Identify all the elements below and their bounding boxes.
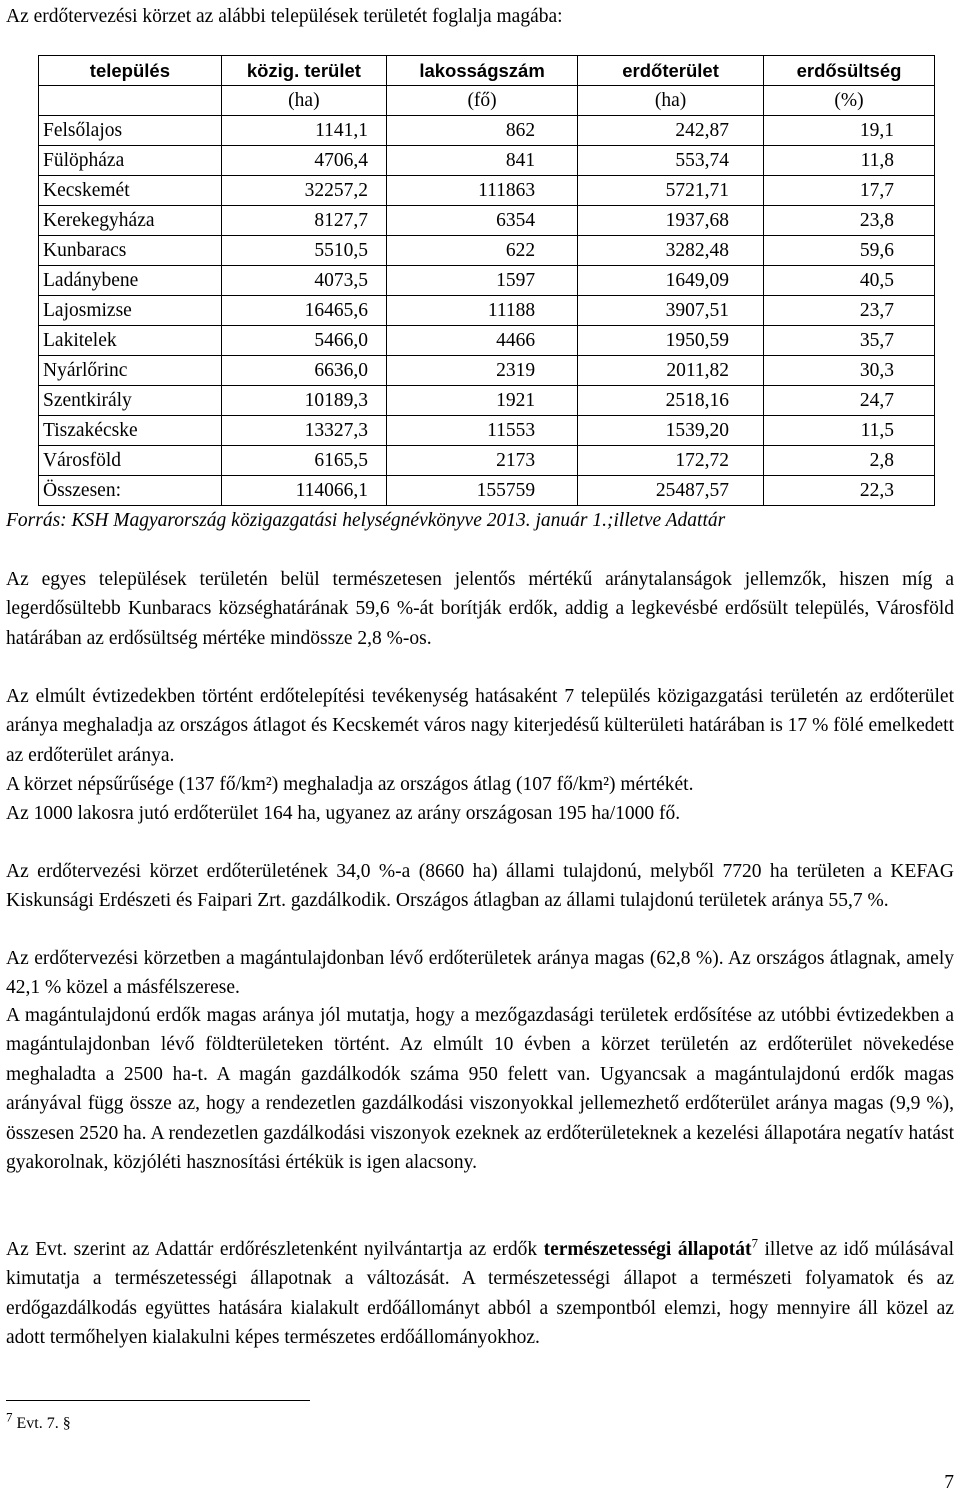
- paragraph: [6, 1235, 954, 1353]
- footnote-text: Evt. 7. §: [12, 1415, 71, 1432]
- value-cell: 2319: [387, 356, 578, 386]
- paragraph: [6, 1001, 954, 1177]
- value-cell: 2173: [387, 446, 578, 476]
- settlement-name-cell: Kunbaracs: [39, 236, 222, 266]
- value-cell: 1937,68: [578, 206, 764, 236]
- settlement-name-cell: Fülöpháza: [39, 146, 222, 176]
- header-cell: település: [39, 56, 222, 86]
- footnote-mark: 7: [6, 1409, 13, 1425]
- value-cell: 17,7: [764, 176, 935, 206]
- paragraph: [6, 944, 954, 1003]
- table-row: [39, 296, 935, 326]
- value-cell: 1921: [387, 386, 578, 416]
- unit-cell: [39, 86, 222, 116]
- table-row: [39, 206, 935, 236]
- value-cell: 6354: [387, 206, 578, 236]
- paragraph: [6, 565, 954, 653]
- value-cell: 862: [387, 116, 578, 146]
- table-row: [39, 176, 935, 206]
- value-cell: 4466: [387, 326, 578, 356]
- value-cell: 1141,1: [221, 116, 386, 146]
- value-cell: 1539,20: [578, 416, 764, 446]
- settlement-name-cell: Nyárlőrinc: [39, 356, 222, 386]
- settlement-name-cell: Lakitelek: [39, 326, 222, 356]
- paragraph-text: [6, 1235, 954, 1353]
- paragraph: [6, 857, 954, 916]
- value-cell: 25487,57: [578, 476, 764, 506]
- footnote-reference[interactable]: 7: [751, 1235, 759, 1251]
- header-cell: lakosságszám: [387, 56, 578, 86]
- table-row: [39, 416, 935, 446]
- value-cell: 11553: [387, 416, 578, 446]
- paragraph-text: Az erdőtervezési körzetben a magántulajdonban lévő erdőterületek aránya magas (62,8 %). Az országos átlagnak, amely 42,1 % közel a másfélszerese.: [6, 948, 954, 999]
- value-cell: 19,1: [764, 116, 935, 146]
- value-cell: 1597: [387, 266, 578, 296]
- table-row: [39, 386, 935, 416]
- paragraph-text: A körzet népsűrűsége (137 fő/km²) meghaladja az országos átlag (107 fő/km²) mértékét.: [6, 774, 694, 795]
- value-cell: 16465,6: [221, 296, 386, 326]
- value-cell: 242,87: [578, 116, 764, 146]
- settlement-name-cell: Ladánybene: [39, 266, 222, 296]
- value-cell: 4706,4: [221, 146, 386, 176]
- paragraph-text-end: illetve az idő múlásával kimutatja a természetességi állapotnak a változását. A természetességi állapot a természeti folyamatok és az erdőgazdálkodás együttes hatására kialakult erdőállományt abból a szempontból elemzi, hogy mennyire áll közel az adott termőhelyen kialakulni képes természetes erdőállományokhoz.: [6, 1239, 955, 1349]
- settlement-name-cell: Kecskemét: [39, 176, 222, 206]
- value-cell: 841: [387, 146, 578, 176]
- settlement-name-cell: Összesen:: [39, 476, 222, 506]
- paragraph-text-start: Az Evt. szerint az Adattár erdőrészletenként nyilvántartja az erdők: [6, 1239, 544, 1260]
- value-cell: 2518,16: [578, 386, 764, 416]
- value-cell: 10189,3: [221, 386, 386, 416]
- table-unit-row: [39, 86, 935, 116]
- settlement-name-cell: Kerekegyháza: [39, 206, 222, 236]
- table-row: [39, 236, 935, 266]
- value-cell: 1649,09: [578, 266, 764, 296]
- value-cell: 622: [387, 236, 578, 266]
- value-cell: 3282,48: [578, 236, 764, 266]
- header-cell: erdősültség: [764, 56, 935, 86]
- footnote: [6, 1409, 71, 1433]
- value-cell: 24,7: [764, 386, 935, 416]
- value-cell: 5466,0: [221, 326, 386, 356]
- unit-cell: (fő): [387, 86, 578, 116]
- bold-term: természetességi állapotát: [543, 1239, 752, 1260]
- unit-cell: (ha): [578, 86, 764, 116]
- settlement-name-cell: Tiszakécske: [39, 416, 222, 446]
- value-cell: 1950,59: [578, 326, 764, 356]
- value-cell: 5510,5: [221, 236, 386, 266]
- source-citation: Forrás: KSH Magyarország közigazgatási helységnévkönyve 2013. január 1.;illetve Adattár: [6, 510, 726, 531]
- value-cell: 11,8: [764, 146, 935, 176]
- header-cell: közig. terület: [221, 56, 386, 86]
- table-row: [39, 266, 935, 296]
- header-cell: erdőterület: [578, 56, 764, 86]
- table-header-row: [39, 56, 935, 86]
- footnote-divider: [6, 1400, 310, 1401]
- value-cell: 30,3: [764, 356, 935, 386]
- value-cell: 11,5: [764, 416, 935, 446]
- unit-cell: (%): [764, 86, 935, 116]
- value-cell: 5721,71: [578, 176, 764, 206]
- paragraph: [6, 799, 954, 828]
- table-row: [39, 116, 935, 146]
- paragraph-text: A magántulajdonú erdők magas aránya jól mutatja, hogy a mezőgazdasági területek erdősítése az utóbbi évtizedekben a magántulajdonban lévő földterületeken történt. Az elmúlt 10 évben a körzet területén az erdőterület növekedése meghaladta a 2500 ha-t. A magán gazdálkodók száma 950 felett van. Ugyancsak a magántulajdonú erdők magas arányával függ össze az, hogy a rendezetlen gazdálkodási viszonyokkal jellemezhető erdőterület aránya magas (9,9 %), összesen 2520 ha. A rendezetlen gazdálkodási viszonyok ezeknek az erdőterületeknek a kezelési állapotára negatív hatást gyakorolnak, közjóléti hasznosítási értékük is igen alacsony.: [6, 1005, 954, 1174]
- settlement-name-cell: Lajosmizse: [39, 296, 222, 326]
- settlement-name-cell: Szentkirály: [39, 386, 222, 416]
- settlement-name-cell: Felsőlajos: [39, 116, 222, 146]
- value-cell: 35,7: [764, 326, 935, 356]
- value-cell: 8127,7: [221, 206, 386, 236]
- value-cell: 172,72: [578, 446, 764, 476]
- value-cell: 2011,82: [578, 356, 764, 386]
- value-cell: 114066,1: [221, 476, 386, 506]
- value-cell: 3907,51: [578, 296, 764, 326]
- value-cell: 11188: [387, 296, 578, 326]
- table-row: [39, 146, 935, 176]
- value-cell: 22,3: [764, 476, 935, 506]
- table-row: [39, 356, 935, 386]
- settlement-name-cell: Városföld: [39, 446, 222, 476]
- value-cell: 13327,3: [221, 416, 386, 446]
- paragraph-text: Az elmúlt évtizedekben történt erdőtelepítési tevékenység hatásaként 7 település közigazgatási területén az erdőterület aránya meghaladja az országos átlagot és Kecskemét város nagy kiterjedésű külterületi határában is 17 % fölé emelkedett az erdőterület aránya.: [6, 686, 954, 766]
- value-cell: 4073,5: [221, 266, 386, 296]
- paragraph-text: Az egyes települések területén belül természetesen jelentős mértékű aránytalanságok jellemzők, hiszen míg a legerdősültebb Kunbaracs községhatárának 59,6 %-át borítják erdők, addig a legkevésbé erdősült település, Városföld határában az erdősültség mértéke mindössze 2,8 %-os.: [6, 569, 954, 649]
- paragraph: [6, 770, 954, 799]
- table-row: [39, 476, 935, 506]
- value-cell: 40,5: [764, 266, 935, 296]
- paragraph-text: Az erdőtervezési körzet erdőterületének 34,0 %-a (8660 ha) állami tulajdonú, melyből 7720 ha területen a KEFAG Kiskunsági Erdészeti és Faipari Zrt. gazdálkodik. Országos átlagban az állami tulajdonú területek aránya 55,7 %.: [6, 861, 954, 912]
- intro-text: Az erdőtervezési körzet az alábbi települések területét foglalja magába:: [6, 6, 563, 27]
- value-cell: 23,8: [764, 206, 935, 236]
- paragraph: [6, 682, 954, 770]
- value-cell: 2,8: [764, 446, 935, 476]
- value-cell: 111863: [387, 176, 578, 206]
- value-cell: 23,7: [764, 296, 935, 326]
- paragraph-text: Az 1000 lakosra jutó erdőterület 164 ha, ugyanez az arány országosan 195 ha/1000 fő.: [6, 803, 681, 824]
- value-cell: 59,6: [764, 236, 935, 266]
- settlement-table: [38, 55, 935, 506]
- value-cell: 155759: [387, 476, 578, 506]
- table-row: [39, 446, 935, 476]
- value-cell: 553,74: [578, 146, 764, 176]
- value-cell: 6165,5: [221, 446, 386, 476]
- table-row: [39, 326, 935, 356]
- value-cell: 32257,2: [221, 176, 386, 206]
- page-number: 7: [944, 1472, 954, 1493]
- unit-cell: (ha): [221, 86, 386, 116]
- value-cell: 6636,0: [221, 356, 386, 386]
